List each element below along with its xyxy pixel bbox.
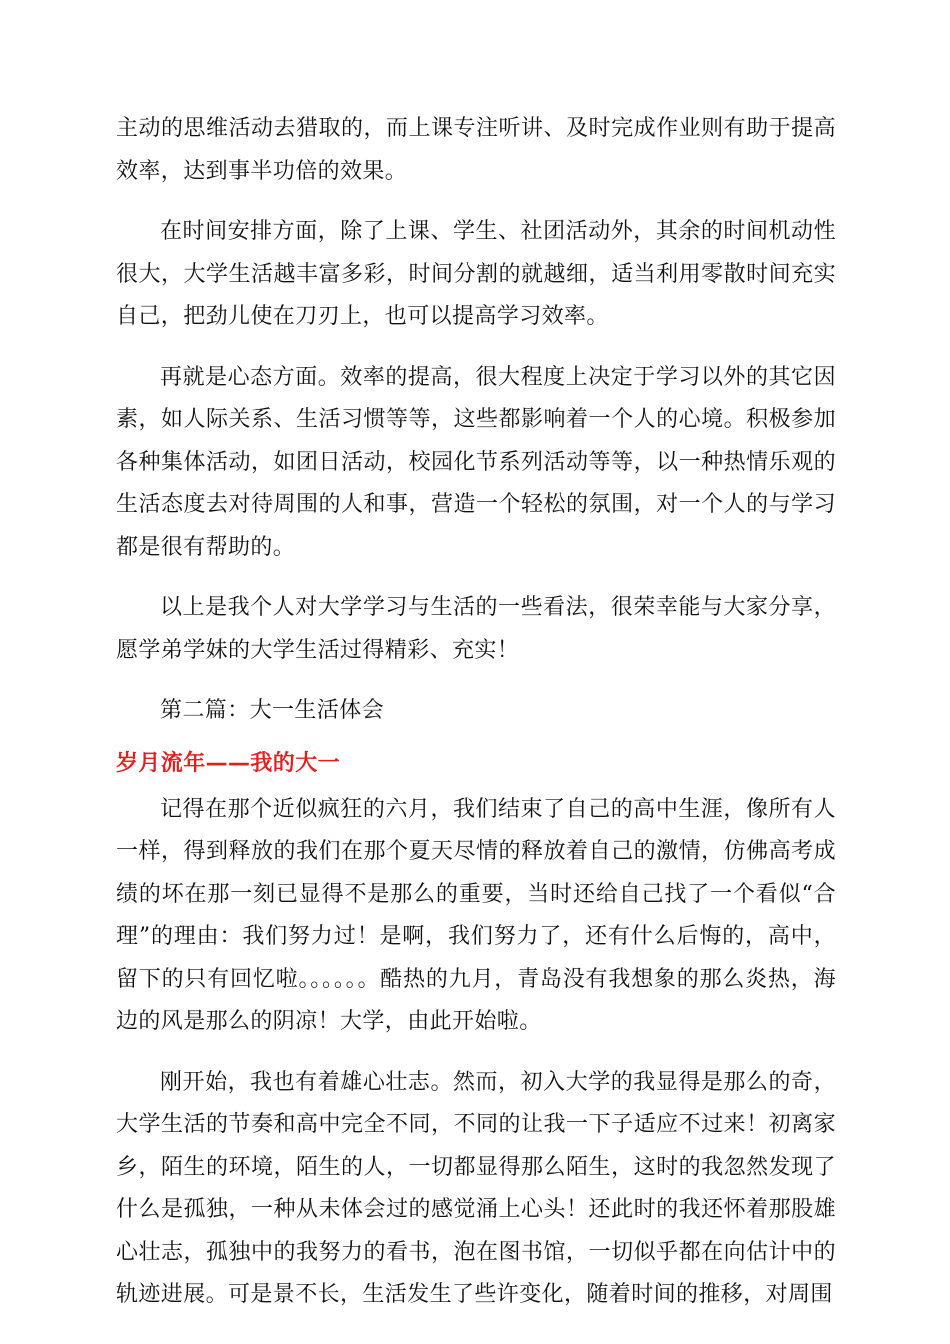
paragraph-conclusion: 以上是我个人对大学学习与生活的一些看法，很荣幸能与大家分享，愿学弟学妹的大学生活过得精彩、充实！: [116, 595, 836, 663]
chapter-label: 第二篇：大一生活体会: [160, 698, 385, 723]
paragraph-time-arrangement: 在时间安排方面，除了上课、学生、社团活动外，其余的时间机动性很大，大学生活越丰富多彩，时间分割的就越细，适当利用零散时间充实自己，把劲儿使在刀刃上，也可以提高学习效率。: [116, 219, 836, 329]
paragraph-beginning: 刚开始，我也有着雄心壮志。然而，初入大学的我显得是那么的奇，大学生活的节奏和高中完全不同，不同的让我一下子适应不过来！初离家乡，陌生的环境，陌生的人，一切都显得那么陌生，这时的我忽然发现了什么是孤独，一种从未体会过的感觉涌上心头！还此时的我还怀着那股雄心壮志，孤独中的我努力的看书，泡在图书馆，一切似乎都在向估计中的轨迹进展。可是景不长，生活发生了些许变化，随着时间的推移，对周围: [116, 1069, 836, 1307]
paragraph-june-memory: 记得在那个近似疯狂的六月，我们结束了自己的高中生涯，像所有人一样，得到释放的我们在那个夏天尽情的释放着自己的激情，仿佛高考成绩的坏在那一刻已显得不是那么的重要，当时还给自己找了一个看似“合理”的理由：我们努力过！是啊，我们努力了，还有什么后悔的，高中，留下的只有回忆啦。。。。。。酷热的九月，青岛没有我想象的那么炎热，海边的风是那么的阴凉！大学，由此开始啦。: [116, 796, 836, 1034]
paragraph-continued: 主动的思维活动去猎取的，而上课专注听讲、及时完成作业则有助于提高效率，达到事半功倍的效果。: [116, 116, 836, 184]
section-title: 岁月流年——我的大一: [116, 750, 341, 776]
document-page: [116, 108, 836, 1335]
paragraph-mindset: 再就是心态方面。效率的提高，很大程度上决定于学习以外的其它因素，如人际关系、生活习惯等等，这些都影响着一个人的心境。积极参加各种集体活动，如团日活动，校园化节系列活动等等，以一种热情乐观的生活态度去对待周围的人和事，营造一个轻松的氛围，对一个人的与学习都是很有帮助的。: [116, 364, 836, 560]
